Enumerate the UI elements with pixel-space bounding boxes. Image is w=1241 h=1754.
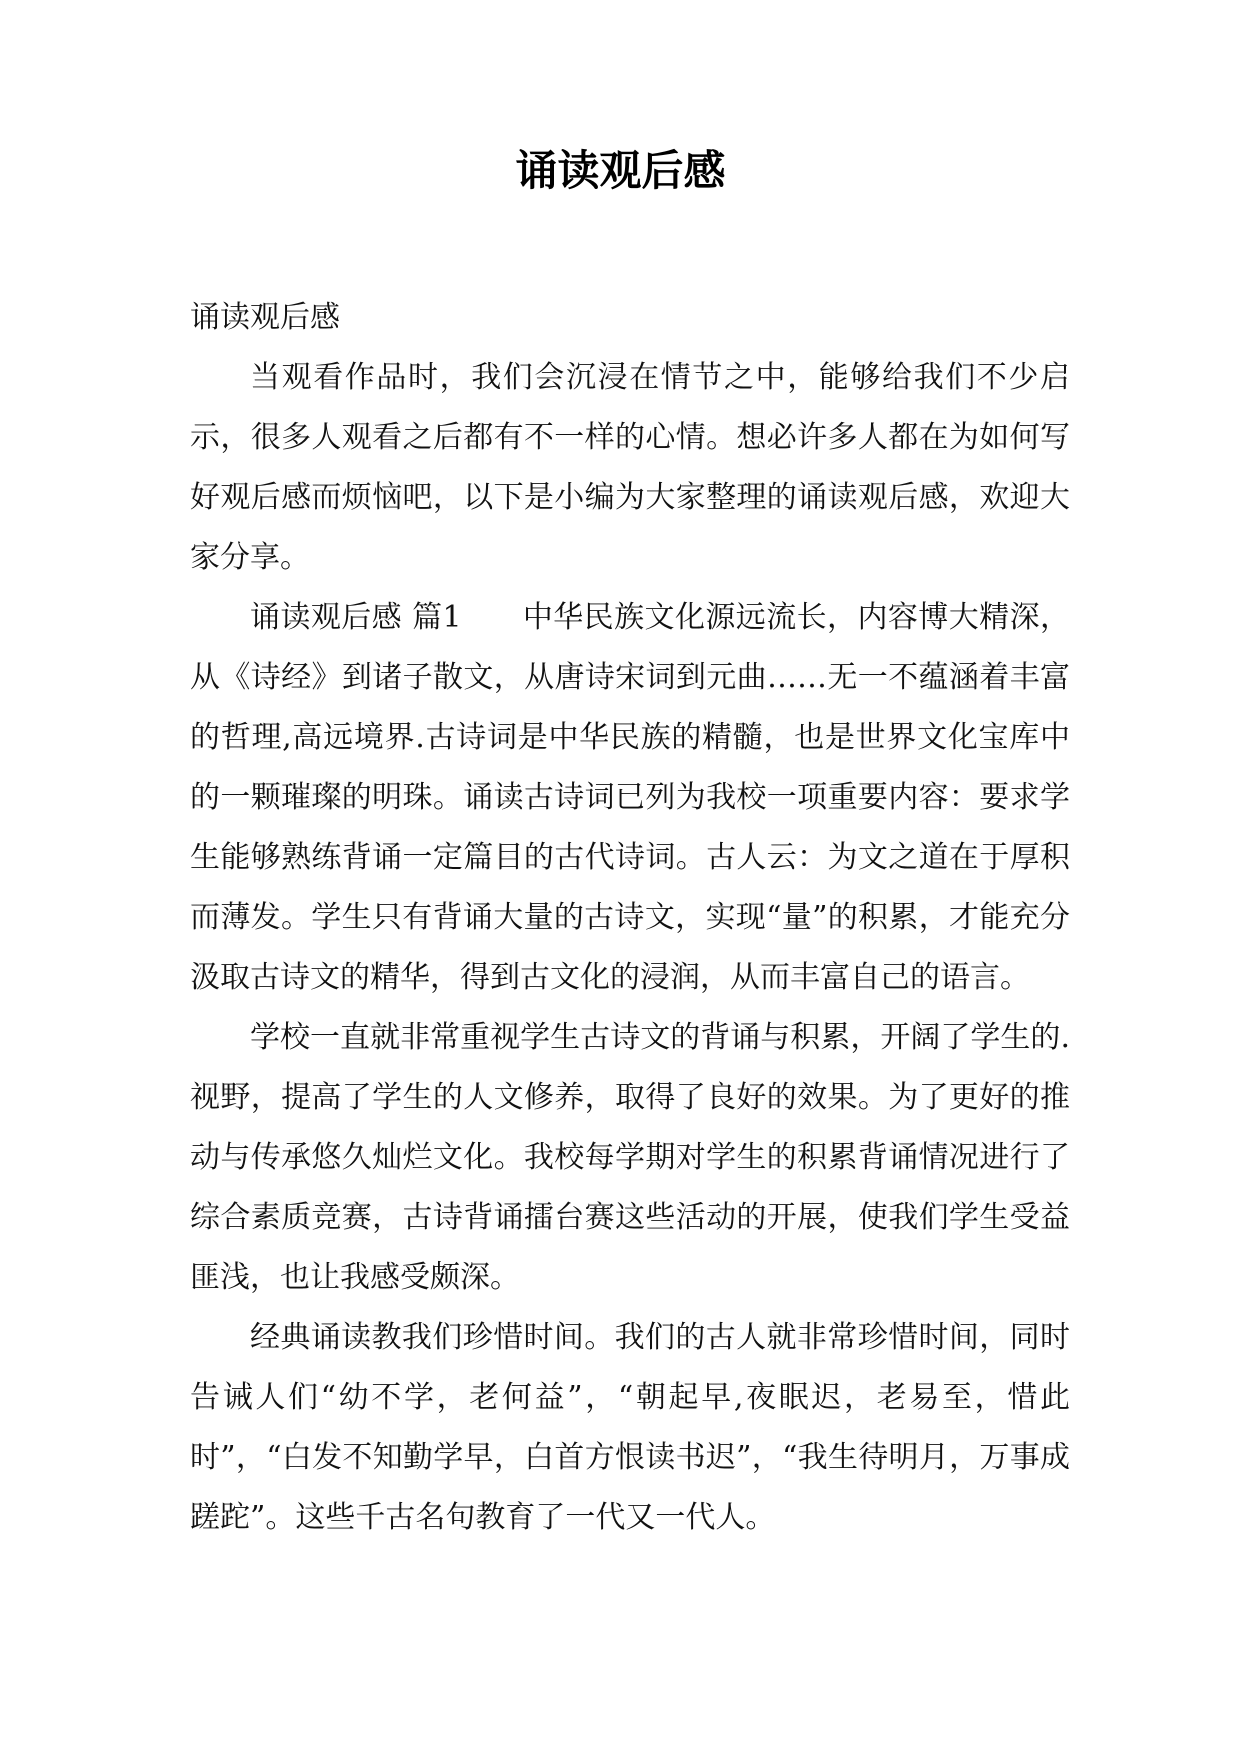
paragraph-time: 经典诵读教我们珍惜时间。我们的古人就非常珍惜时间，同时告诫人们“幼不学，老何益”，“朝起早,夜眠迟，老易至，惜此时”，“白发不知勤学早，白首方恨读书迟”，“我生待明月，万事成蹉跎”。这些千古名句教育了一代又一代人。 (190, 1320, 1070, 1535)
paragraph-part-1: 诵读观后感 篇1 中华民族文化源远流长，内容博大精深，从《诗经》到诸子散文，从唐诗宋词到元曲……无一不蕴涵着丰富的哲理,高远境界.古诗词是中华民族的精髓，也是世界文化宝库中的一颗璀璨的明珠。诵读古诗词已列为我校一项重要内容：要求学生能够熟练背诵一定篇目的古代诗词。古人云：为文之道在于厚积而薄发。学生只有背诵大量的古诗文，实现“量”的积累，才能充分汲取古诗文的精华，得到古文化的浸润，从而丰富自己的语言。 (190, 600, 1070, 995)
document-subtitle: 诵读观后感 (190, 300, 340, 335)
paragraph-school: 学校一直就非常重视学生古诗文的背诵与积累，开阔了学生的.视野，提高了学生的人文修养，取得了良好的效果。为了更好的推动与传承悠久灿烂文化。我校每学期对学生的积累背诵情况进行了综合素质竞赛，古诗背诵擂台赛这些活动的开展，使我们学生受益匪浅，也让我感受颇深。 (190, 1020, 1070, 1295)
document-body (190, 288, 1070, 1548)
paragraph-intro: 当观看作品时，我们会沉浸在情节之中，能够给我们不少启示，很多人观看之后都有不一样的心情。想必许多人都在为如何写好观后感而烦恼吧，以下是小编为大家整理的诵读观后感，欢迎大家分享。 (190, 360, 1070, 575)
document-title: 诵读观后感 (515, 146, 726, 195)
